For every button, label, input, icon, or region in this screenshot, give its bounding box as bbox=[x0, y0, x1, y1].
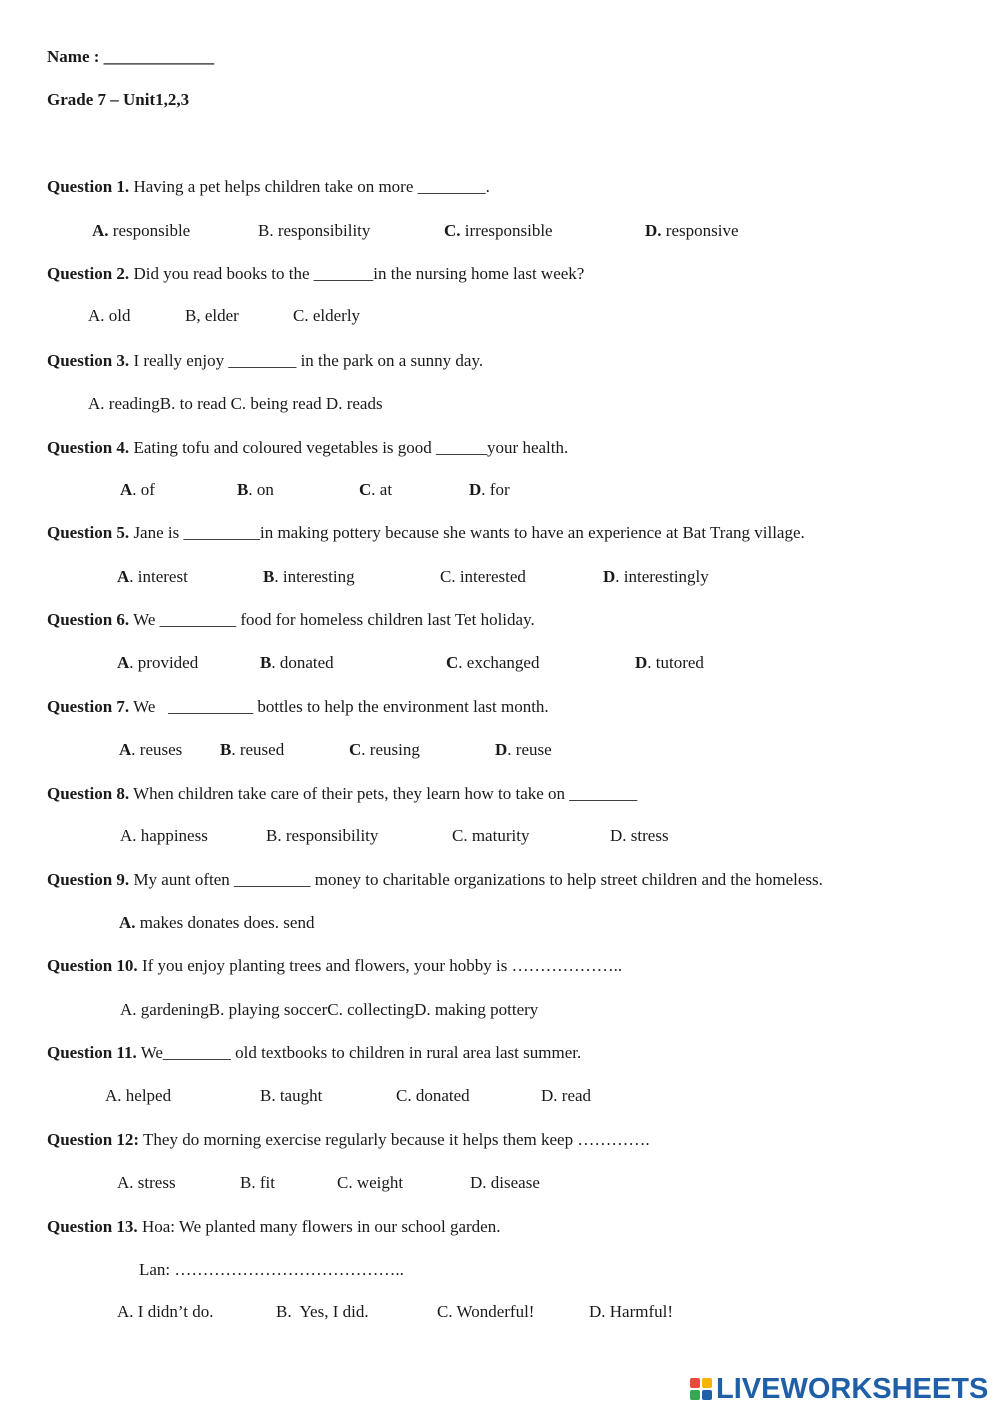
question-number: Question 12: bbox=[47, 1130, 140, 1149]
name-label: Name : _____________ bbox=[47, 47, 215, 66]
question-6 bbox=[47, 610, 535, 630]
option-text: . interestingly bbox=[615, 567, 709, 586]
option-text: C. maturity bbox=[452, 826, 530, 845]
answer-option[interactable] bbox=[446, 653, 539, 673]
answer-option[interactable] bbox=[120, 1000, 538, 1020]
answer-option[interactable] bbox=[220, 740, 284, 760]
option-text: . interest bbox=[129, 567, 188, 586]
answer-option[interactable] bbox=[444, 221, 553, 241]
answer-option[interactable] bbox=[185, 306, 239, 326]
question-number: Question 10. bbox=[47, 956, 138, 975]
option-text: B. fit bbox=[240, 1173, 275, 1192]
option-text: D. stress bbox=[610, 826, 669, 845]
liveworksheets-logo bbox=[690, 1373, 988, 1405]
option-letter: D bbox=[603, 567, 616, 586]
option-text: . of bbox=[132, 480, 155, 499]
question-number: Question 6. bbox=[47, 610, 130, 629]
answer-option[interactable] bbox=[117, 1173, 176, 1193]
answer-option[interactable] bbox=[92, 221, 190, 241]
question-3 bbox=[47, 351, 483, 371]
answer-option[interactable] bbox=[469, 480, 510, 500]
answer-option[interactable] bbox=[437, 1302, 534, 1322]
answer-option[interactable] bbox=[120, 480, 155, 500]
answer-option[interactable] bbox=[541, 1086, 591, 1106]
question-text: We________ old textbooks to children in rural area last summer. bbox=[136, 1043, 582, 1062]
option-text: D. Harmful! bbox=[589, 1302, 674, 1321]
option-letter: A. bbox=[119, 913, 136, 932]
option-text: C. Wonderful! bbox=[437, 1302, 535, 1321]
question-text: Hoa: We planted many flowers in our school garden. bbox=[137, 1217, 501, 1236]
answer-option[interactable] bbox=[610, 826, 669, 846]
option-text: . reuses bbox=[131, 740, 183, 759]
answer-option[interactable] bbox=[117, 1302, 214, 1322]
option-text: . provided bbox=[129, 653, 199, 672]
option-letter: A. bbox=[92, 221, 109, 240]
question-number: Question 9. bbox=[47, 870, 130, 889]
question-text: We __________ bottles to help the environment last month. bbox=[129, 697, 549, 716]
option-letter: A bbox=[119, 740, 132, 759]
option-text: C. weight bbox=[337, 1173, 404, 1192]
option-text: responsible bbox=[108, 221, 191, 240]
question-10 bbox=[47, 956, 622, 976]
option-text: B. responsibility bbox=[258, 221, 371, 240]
option-text: responsive bbox=[661, 221, 739, 240]
answer-option[interactable] bbox=[120, 826, 208, 846]
question-text: Having a pet helps children take on more ________. bbox=[129, 177, 490, 196]
option-text: D. read bbox=[541, 1086, 592, 1105]
dialogue-line: Lan: ………………………………….. bbox=[139, 1260, 404, 1279]
option-text: . at bbox=[371, 480, 393, 499]
option-text: A. happiness bbox=[120, 826, 208, 845]
question-number: Question 11. bbox=[47, 1043, 137, 1062]
option-letter: D. bbox=[645, 221, 662, 240]
option-text: . on bbox=[248, 480, 274, 499]
option-letter: B bbox=[220, 740, 232, 759]
answer-option[interactable] bbox=[276, 1302, 369, 1322]
option-letter: C bbox=[446, 653, 459, 672]
option-letter: D bbox=[635, 653, 648, 672]
option-text: . exchanged bbox=[458, 653, 540, 672]
answer-option[interactable] bbox=[589, 1302, 673, 1322]
question-12 bbox=[47, 1130, 650, 1150]
question-text: We _________ food for homeless children last Tet holiday. bbox=[129, 610, 535, 629]
answer-option[interactable] bbox=[452, 826, 529, 846]
option-text: B. responsibility bbox=[266, 826, 379, 845]
option-letter: D bbox=[495, 740, 508, 759]
option-letter: A bbox=[117, 653, 130, 672]
answer-option[interactable] bbox=[396, 1086, 470, 1106]
answer-option[interactable] bbox=[237, 480, 274, 500]
option-letter: B bbox=[237, 480, 249, 499]
answer-option[interactable] bbox=[266, 826, 378, 846]
question-text: My aunt often _________ money to charitable organizations to help street children and the homeless. bbox=[129, 870, 823, 889]
option-text: D. disease bbox=[470, 1173, 540, 1192]
answer-option[interactable] bbox=[88, 306, 131, 326]
question-number: Question 7. bbox=[47, 697, 130, 716]
option-text: . reuse bbox=[507, 740, 552, 759]
answer-option[interactable] bbox=[293, 306, 360, 326]
option-text: A. I didn’t do. bbox=[117, 1302, 214, 1321]
option-text: A. gardeningB. playing soccerC. collectingD. making pottery bbox=[120, 1000, 539, 1019]
answer-option[interactable] bbox=[105, 1086, 171, 1106]
answer-option[interactable] bbox=[88, 394, 383, 414]
option-letter: B bbox=[260, 653, 272, 672]
option-text: makes donates does. send bbox=[135, 913, 315, 932]
question-1 bbox=[47, 177, 490, 197]
answer-option[interactable] bbox=[603, 567, 709, 587]
option-letter: B bbox=[263, 567, 275, 586]
question-text: Eating tofu and coloured vegetables is good ______your health. bbox=[129, 438, 569, 457]
answer-option[interactable] bbox=[260, 1086, 322, 1106]
option-letter: C bbox=[359, 480, 372, 499]
option-text: B, elder bbox=[185, 306, 239, 325]
question-text: When children take care of their pets, they learn how to take on ________ bbox=[129, 784, 638, 803]
option-letter: C. bbox=[444, 221, 461, 240]
answer-option[interactable] bbox=[117, 653, 198, 673]
option-letter: C bbox=[349, 740, 362, 759]
answer-option[interactable] bbox=[349, 740, 420, 760]
question-number: Question 13. bbox=[47, 1217, 138, 1236]
answer-option[interactable] bbox=[359, 480, 392, 500]
question-7 bbox=[47, 697, 549, 717]
answer-option[interactable] bbox=[117, 567, 188, 587]
option-text: B. Yes, I did. bbox=[276, 1302, 369, 1321]
question-9 bbox=[47, 870, 823, 890]
option-text: A. old bbox=[88, 306, 131, 325]
logo-text: LIVEWORKSHEETS bbox=[716, 1372, 989, 1405]
question-number: Question 4. bbox=[47, 438, 130, 457]
option-text: C. donated bbox=[396, 1086, 470, 1105]
answer-option[interactable] bbox=[495, 740, 552, 760]
question-text: Jane is _________in making pottery because she wants to have an experience at Bat Trang village. bbox=[129, 523, 805, 542]
answer-option[interactable] bbox=[337, 1173, 403, 1193]
option-text: . donated bbox=[271, 653, 334, 672]
option-text: C. elderly bbox=[293, 306, 361, 325]
question-4 bbox=[47, 438, 568, 458]
question-number: Question 3. bbox=[47, 351, 130, 370]
option-letter: D bbox=[469, 480, 482, 499]
option-text: . for bbox=[481, 480, 510, 499]
option-text: irresponsible bbox=[460, 221, 553, 240]
option-text: . reused bbox=[231, 740, 285, 759]
question-8 bbox=[47, 784, 637, 804]
question-5 bbox=[47, 523, 805, 543]
answer-option[interactable] bbox=[635, 653, 704, 673]
option-letter: A bbox=[117, 567, 130, 586]
answer-option[interactable] bbox=[645, 221, 739, 241]
grade-label: Grade 7 – Unit1,2,3 bbox=[47, 90, 190, 109]
question-number: Question 5. bbox=[47, 523, 130, 542]
answer-option[interactable] bbox=[440, 567, 526, 587]
option-text: . tutored bbox=[647, 653, 704, 672]
question-13 bbox=[47, 1217, 500, 1237]
answer-option[interactable] bbox=[119, 913, 314, 933]
question-number: Question 2. bbox=[47, 264, 130, 283]
option-letter: A bbox=[120, 480, 133, 499]
question-number: Question 8. bbox=[47, 784, 130, 803]
answer-option[interactable] bbox=[260, 653, 334, 673]
question-11 bbox=[47, 1043, 581, 1063]
option-text: A. helped bbox=[105, 1086, 172, 1105]
question-text: I really enjoy ________ in the park on a sunny day. bbox=[129, 351, 484, 370]
question-text: Did you read books to the _______in the nursing home last week? bbox=[129, 264, 585, 283]
question-number: Question 1. bbox=[47, 177, 130, 196]
answer-option[interactable] bbox=[119, 740, 182, 760]
question-2 bbox=[47, 264, 584, 284]
option-text: . reusing bbox=[361, 740, 420, 759]
option-text: . interesting bbox=[274, 567, 355, 586]
question-text: They do morning exercise regularly because it helps them keep …………. bbox=[139, 1130, 650, 1149]
liveworksheets-logo-icon bbox=[690, 1378, 712, 1400]
option-text: C. interested bbox=[440, 567, 526, 586]
answer-option[interactable] bbox=[470, 1173, 540, 1193]
option-text: A. stress bbox=[117, 1173, 176, 1192]
answer-option[interactable] bbox=[263, 567, 355, 587]
option-text: B. taught bbox=[260, 1086, 323, 1105]
answer-option[interactable] bbox=[240, 1173, 275, 1193]
answer-option[interactable] bbox=[258, 221, 370, 241]
option-text: A. readingB. to read C. being read D. reads bbox=[88, 394, 383, 413]
question-text: If you enjoy planting trees and flowers, your hobby is ……………….. bbox=[137, 956, 623, 975]
